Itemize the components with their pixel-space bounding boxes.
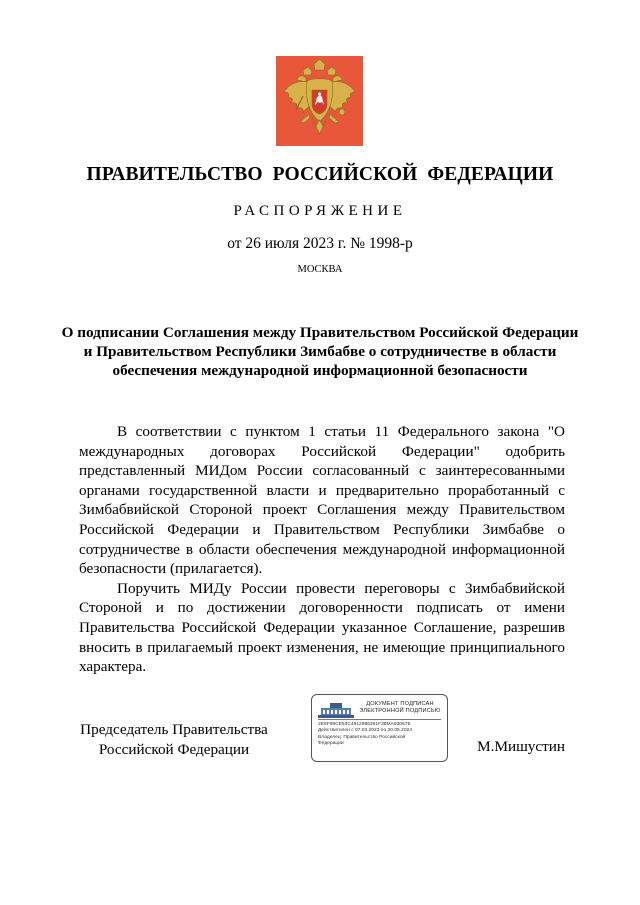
signatory-name: М.Мишустин bbox=[477, 738, 565, 755]
electronic-signature-stamp bbox=[311, 694, 448, 762]
government-building-icon bbox=[318, 702, 354, 718]
signatory-position bbox=[79, 720, 269, 759]
russian-coat-of-arms-icon bbox=[276, 56, 363, 146]
document-date-number: от 26 июля 2023 г. № 1998-р bbox=[227, 235, 413, 252]
stamp-owner: Владелец: Правительство Российской bbox=[318, 734, 406, 740]
body-paragraph: В соответствии с пунктом 1 статьи 11 Федерального закона "О международных договорах Российской Федерации" одобрить представленный МИДом России согласованный с заинтересованными органами государственной власти и предварительно проработанный с Зимбабвийской Стороной проект Соглашения между Правительством Российской Федерации и Правительством Республики Зимбабве о сотрудничестве в области обеспечения международной информационной безопасности (прилагается). bbox=[79, 423, 565, 578]
stamp-details bbox=[318, 722, 446, 748]
stamp-divider bbox=[318, 719, 441, 720]
stamp-owner: Федерации bbox=[318, 741, 344, 747]
document-city: МОСКВА bbox=[297, 264, 343, 275]
stamp-title-line: ДОКУМЕНТ ПОДПИСАН bbox=[366, 701, 434, 707]
stamp-certificate: 2E6F99CE53C4912986361F38MA93067E bbox=[318, 722, 411, 727]
stamp-title bbox=[354, 701, 446, 715]
stamp-validity: Действителен с 07.03.2023 по 30.05.2024 bbox=[318, 728, 412, 734]
signatory-position-line: Председатель Правительства bbox=[80, 721, 268, 738]
body-paragraph: Поручить МИДу России провести переговоры с Зимбабвийской Стороной и по достижении договоренности подписать от имени Правительства Российской Федерации указанное Соглашение, разрешив вносить в прилагаемый проект изменения, не имеющие принципиального характера. bbox=[79, 579, 565, 676]
document-type: РАСПОРЯЖЕНИЕ bbox=[233, 203, 407, 219]
document-title: О подписании Соглашения между Правительством Российской Федерации и Правительством Республики Зимбабве о сотрудничестве в области обеспечения международной информационной безопасности bbox=[61, 324, 579, 379]
stamp-title-line: ЭЛЕКТРОННОЙ ПОДПИСЬЮ bbox=[359, 708, 441, 714]
signatory-position-line: Российской Федерации bbox=[98, 740, 250, 758]
document-body bbox=[79, 422, 565, 677]
government-name: ПРАВИТЕЛЬСТВО РОССИЙСКОЙ ФЕДЕРАЦИИ bbox=[86, 164, 554, 185]
